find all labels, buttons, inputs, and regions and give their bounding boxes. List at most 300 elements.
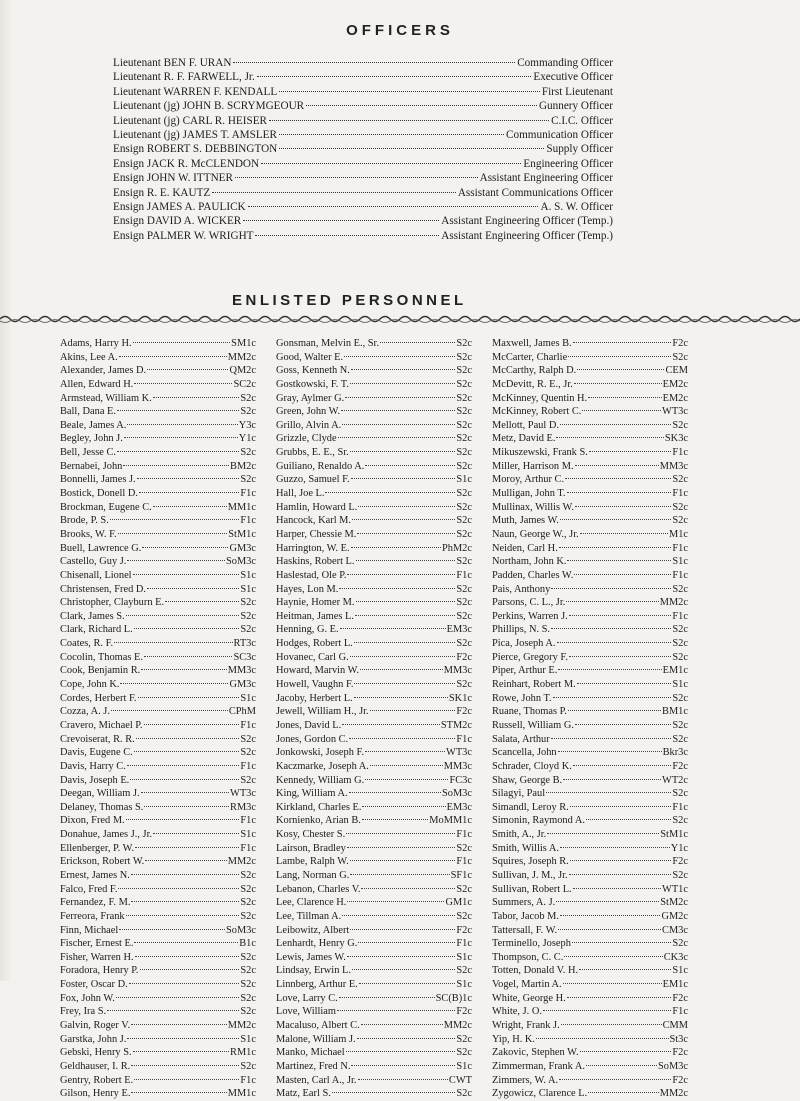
sailor-rate: WT3c [446, 747, 472, 759]
sailor-rate: S2c [456, 910, 472, 922]
sailor-name: Pierce, Gregory F. [492, 651, 568, 663]
enlisted-row [492, 1005, 688, 1019]
dot-leader [577, 683, 672, 684]
sailor-rate: EM2c [662, 392, 688, 404]
dot-leader [565, 478, 671, 479]
sailor-name: Henning, G. E. [276, 624, 339, 636]
enlisted-row [492, 719, 688, 733]
enlisted-row [276, 869, 472, 883]
dot-leader [351, 547, 441, 548]
dot-leader [347, 901, 444, 902]
officer-name: Ensign PALMER W. WRIGHT [113, 229, 254, 242]
sailor-rate: S2c [240, 869, 256, 881]
sailor-name: Coates, R. F. [60, 638, 114, 650]
dot-leader [130, 779, 239, 780]
sailor-rate: QM2c [229, 365, 256, 377]
enlisted-row [276, 337, 472, 351]
sailor-name: Neiden, Carl H. [492, 542, 558, 554]
dot-leader [579, 969, 671, 970]
sailor-rate: S1c [456, 979, 472, 991]
sailor-name: Summers, A. J. [492, 897, 556, 909]
sailor-rate: F1c [672, 1006, 688, 1018]
enlisted-row [276, 637, 472, 651]
sailor-name: Leibowitz, Albert [276, 924, 350, 936]
sailor-rate: S1c [240, 583, 256, 595]
sailor-name: Delaney, Thomas S. [60, 801, 144, 813]
enlisted-row [276, 774, 472, 788]
sailor-name: Parsons, C. L., Jr. [492, 597, 566, 609]
enlisted-row [276, 746, 472, 760]
dot-leader [341, 410, 455, 411]
enlisted-row [60, 733, 256, 747]
enlisted-row [492, 1019, 688, 1033]
dot-leader [255, 235, 439, 236]
sailor-rate: WT3c [662, 406, 688, 418]
enlisted-row [276, 828, 472, 842]
enlisted-row [60, 337, 256, 351]
enlisted-row [492, 814, 688, 828]
sailor-name: Donahue, James J., Jr. [60, 829, 153, 841]
sailor-rate: RM1c [230, 1047, 256, 1059]
sailor-name: Tattersall, F. W. [492, 924, 558, 936]
sailor-name: Zakovic, Stephen W. [492, 1047, 579, 1059]
sailor-name: McDevitt, R. E., Jr. [492, 378, 573, 390]
sailor-rate: S2c [456, 501, 472, 513]
dot-leader [133, 342, 231, 343]
sailor-rate: S1c [240, 1033, 256, 1045]
sailor-rate: S1c [456, 1060, 472, 1072]
dot-leader [147, 369, 228, 370]
dot-leader [589, 451, 672, 452]
dot-leader [569, 615, 672, 616]
sailor-name: Haskins, Robert L. [276, 556, 355, 568]
sailor-rate: S2c [240, 965, 256, 977]
officer-duty: Assistant Communications Officer [457, 186, 613, 199]
dot-leader [153, 397, 240, 398]
sailor-rate: MM2c [227, 351, 256, 363]
enlisted-row [60, 705, 256, 719]
sailor-rate: StM1c [228, 528, 256, 540]
enlisted-row [60, 869, 256, 883]
enlisted-row [276, 460, 472, 474]
enlisted-row [492, 1060, 688, 1074]
sailor-name: Fisher, Warren H. [60, 951, 134, 963]
dot-leader [588, 1092, 658, 1093]
enlisted-row [492, 392, 688, 406]
sailor-rate: EM3c [446, 624, 472, 636]
enlisted-row [276, 692, 472, 706]
enlisted-row [492, 733, 688, 747]
sailor-name: Bonnelli, James J. [60, 474, 136, 486]
enlisted-row [492, 760, 688, 774]
sailor-name: Metz, David E. [492, 433, 556, 445]
sailor-name: Lee, Clarence H. [276, 897, 347, 909]
dot-leader [127, 1038, 239, 1039]
sailor-rate: MM2c [227, 1020, 256, 1032]
sailor-name: Terminello, Joseph [492, 938, 571, 950]
sailor-name: Lebanon, Charles V. [276, 883, 361, 895]
sailor-rate: S1c [240, 692, 256, 704]
enlisted-row [492, 514, 688, 528]
enlisted-row [60, 746, 256, 760]
dot-leader [352, 969, 455, 970]
enlisted-row [492, 596, 688, 610]
dot-leader [569, 656, 671, 657]
dot-leader [356, 601, 456, 602]
sailor-name: Thompson, C. C. [492, 951, 564, 963]
sailor-rate: F1c [456, 829, 472, 841]
dot-leader [129, 983, 240, 984]
officers-list [113, 56, 613, 243]
dot-leader [347, 847, 456, 848]
enlisted-row [492, 896, 688, 910]
officer-name: Lieutenant WARREN F. KENDALL [113, 85, 278, 98]
dot-leader [575, 465, 659, 466]
dot-leader [124, 437, 238, 438]
sailor-rate: S2c [240, 992, 256, 1004]
sailor-rate: S2c [240, 951, 256, 963]
sailor-name: Lang, Norman G. [276, 869, 350, 881]
dot-leader [349, 738, 455, 739]
sailor-name: Haslestad, Ole P. [276, 569, 347, 581]
dot-leader [126, 915, 240, 916]
enlisted-row [492, 528, 688, 542]
sailor-rate: M1c [668, 528, 688, 540]
sailor-rate: MM2c [227, 856, 256, 868]
sailor-name: Simandl, Leroy R. [492, 801, 569, 813]
officer-name: Ensign JOHN W. ITTNER [113, 172, 233, 185]
enlisted-row [492, 378, 688, 392]
enlisted-row [60, 610, 256, 624]
sailor-name: Moroy, Arthur C. [492, 474, 565, 486]
dot-leader [561, 1024, 662, 1025]
enlisted-row [276, 596, 472, 610]
sailor-rate: SC3c [233, 651, 256, 663]
sailor-rate: F1c [672, 488, 688, 500]
enlisted-row [276, 896, 472, 910]
sailor-rate: S2c [456, 365, 472, 377]
enlisted-row [492, 364, 688, 378]
dot-leader [354, 683, 455, 684]
officer-name: Ensign ROBERT S. DEBBINGTON [113, 143, 278, 156]
sailor-name: Love, William [276, 1006, 336, 1018]
sailor-name: Haynie, Homer M. [276, 597, 355, 609]
sailor-name: Salata, Arthur [492, 733, 550, 745]
sailor-rate: S2c [672, 624, 688, 636]
dot-leader [339, 997, 435, 998]
sailor-name: Wright, Frank J. [492, 1020, 560, 1032]
officer-name: Lieutenant R. F. FARWELL, Jr. [113, 71, 255, 84]
dot-leader [580, 533, 668, 534]
dot-leader [558, 669, 661, 670]
sailor-name: Begley, John J. [60, 433, 123, 445]
sailor-rate: F1c [456, 733, 472, 745]
sailor-rate: S2c [456, 338, 472, 349]
dot-leader [574, 574, 671, 575]
sailor-rate: S2c [672, 788, 688, 800]
enlisted-row [60, 896, 256, 910]
enlisted-column-2 [276, 337, 472, 1101]
dot-leader [356, 560, 456, 561]
enlisted-row [60, 501, 256, 515]
dot-leader [135, 847, 239, 848]
sailor-name: Miller, Harrison M. [492, 460, 574, 472]
sailor-rate: BM1c [662, 706, 688, 718]
enlisted-row [60, 992, 256, 1006]
sailor-rate: MM3c [443, 760, 472, 772]
enlisted-row [60, 637, 256, 651]
sailor-name: Falco, Fred F. [60, 883, 118, 895]
enlisted-row [276, 528, 472, 542]
sailor-rate: STM2c [440, 719, 472, 731]
dot-leader [153, 833, 239, 834]
dot-leader [568, 710, 661, 711]
sailor-rate: S2c [672, 474, 688, 486]
sailor-name: Ruane, Thomas P. [492, 706, 567, 718]
dot-leader [566, 601, 658, 602]
dot-leader [573, 342, 672, 343]
sailor-rate: S2c [240, 447, 256, 459]
sailor-rate: S2c [456, 378, 472, 390]
dot-leader [127, 424, 237, 425]
sailor-name: Matz, Earl S. [276, 1088, 331, 1100]
dot-leader [235, 177, 478, 178]
dot-leader [233, 62, 515, 63]
sailor-name: Allen, Edward H. [60, 378, 134, 390]
sailor-rate: S2c [456, 419, 472, 431]
sailor-name: Masten, Carl A., Jr. [276, 1074, 357, 1086]
enlisted-row [60, 855, 256, 869]
enlisted-row [60, 405, 256, 419]
sailor-rate: S2c [456, 597, 472, 609]
sailor-rate: S2c [240, 883, 256, 895]
dot-leader [582, 410, 661, 411]
sailor-name: Fox, John W. [60, 992, 115, 1004]
officer-row [113, 229, 613, 243]
enlisted-row [276, 651, 472, 665]
enlisted-row [276, 542, 472, 556]
sailor-rate: St3c [669, 1033, 688, 1045]
sailor-name: Guzzo, Samuel F. [276, 474, 350, 486]
dot-leader [279, 134, 504, 135]
enlisted-row [60, 692, 256, 706]
sailor-name: Erickson, Robert W. [60, 856, 145, 868]
dot-leader [575, 506, 671, 507]
dot-leader [340, 628, 446, 629]
sailor-name: Cravero, Michael P. [60, 719, 143, 731]
sailor-name: Goss, Kenneth N. [276, 365, 350, 377]
dot-leader [559, 547, 672, 548]
sailor-name: Pica, Joseph A. [492, 638, 556, 650]
sailor-name: Shaw, George B. [492, 774, 563, 786]
sailor-name: Rowe, John T. [492, 692, 552, 704]
dot-leader [131, 874, 240, 875]
sailor-name: Buell, Lawrence G. [60, 542, 142, 554]
sailor-rate: EM3c [446, 801, 472, 813]
sailor-rate: F2c [672, 1047, 688, 1059]
dot-leader [338, 437, 456, 438]
officer-row [113, 157, 613, 171]
enlisted-row [60, 828, 256, 842]
dot-leader [551, 628, 671, 629]
enlisted-row [276, 992, 472, 1006]
sailor-rate: BM2c [230, 460, 256, 472]
enlisted-row [492, 610, 688, 624]
dot-leader [351, 369, 456, 370]
dot-leader [127, 765, 240, 766]
dot-leader [131, 1065, 239, 1066]
dot-leader [546, 792, 671, 793]
dot-leader [269, 120, 549, 121]
sailor-name: Kosy, Chester S. [276, 829, 346, 841]
sailor-rate: GM2c [661, 910, 688, 922]
sailor-name: Perkins, Warren J. [492, 610, 568, 622]
dot-leader [110, 519, 240, 520]
enlisted-row [276, 392, 472, 406]
dot-leader [536, 1038, 669, 1039]
enlisted-row [60, 924, 256, 938]
dot-leader [347, 956, 456, 957]
sailor-rate: F1c [672, 569, 688, 581]
sailor-name: Linnberg, Arthur E. [276, 979, 358, 991]
dot-leader [133, 1051, 229, 1052]
sailor-rate: F2c [456, 1006, 472, 1018]
sailor-name: Lairson, Bradley [276, 842, 346, 854]
sailor-name: Armstead, William K. [60, 392, 152, 404]
enlisted-row [276, 801, 472, 815]
dot-leader [147, 588, 239, 589]
sailor-rate: F2c [456, 651, 472, 663]
dot-leader [306, 105, 537, 106]
officer-row [113, 70, 613, 84]
dot-leader [563, 779, 661, 780]
sailor-rate: S2c [456, 406, 472, 418]
sailor-rate: S2c [672, 869, 688, 881]
enlisted-row [492, 1033, 688, 1047]
sailor-name: Davis, Eugene C. [60, 747, 133, 759]
sailor-rate: CWT [448, 1074, 472, 1086]
dot-leader [551, 738, 672, 739]
enlisted-row [276, 405, 472, 419]
officer-name: Lieutenant (jg) CARL R. HEISER [113, 114, 268, 127]
dot-leader [111, 710, 228, 711]
sailor-name: Hall, Joe L. [276, 488, 325, 500]
dot-leader [342, 724, 440, 725]
enlisted-row [492, 746, 688, 760]
dot-leader [553, 697, 672, 698]
dot-leader [563, 983, 662, 984]
sailor-rate: F1c [672, 447, 688, 459]
dot-leader [349, 792, 441, 793]
dot-leader [107, 1010, 239, 1011]
sailor-name: Deegan, William J. [60, 788, 140, 800]
dot-leader [119, 929, 225, 930]
enlisted-row [60, 555, 256, 569]
sailor-name: Totten, Donald V. H. [492, 965, 579, 977]
enlisted-row [60, 623, 256, 637]
enlisted-column-3 [492, 337, 688, 1101]
officer-row [113, 56, 613, 70]
sailor-rate: CK3c [663, 951, 688, 963]
sailor-name: Yip, H. K. [492, 1033, 536, 1045]
sailor-rate: S2c [672, 419, 688, 431]
sailor-rate: S1c [672, 679, 688, 691]
enlisted-row [492, 555, 688, 569]
sailor-rate: SC(B)1c [435, 992, 472, 1004]
dot-leader [570, 860, 672, 861]
sailor-name: Zimmerman, Frank A. [492, 1060, 585, 1072]
sailor-rate: F1c [240, 1074, 256, 1086]
dot-leader [339, 588, 455, 589]
dot-leader [136, 738, 240, 739]
dot-leader [145, 860, 226, 861]
enlisted-row [60, 1046, 256, 1060]
sailor-rate: WT2c [662, 774, 688, 786]
sailor-name: Finn, Michael [60, 924, 119, 936]
sailor-rate: S2c [456, 883, 472, 895]
sailor-rate: S2c [456, 351, 472, 363]
sailor-rate: S1c [672, 556, 688, 568]
sailor-rate: Bkr3c [662, 747, 688, 759]
enlisted-row [276, 814, 472, 828]
sailor-name: Ball, Dana E. [60, 406, 116, 418]
sailor-name: Gray, Aylmer G. [276, 392, 345, 404]
sailor-rate: S2c [456, 515, 472, 527]
dot-leader [248, 206, 539, 207]
enlisted-row [60, 760, 256, 774]
sailor-name: Lindsay, Erwin L. [276, 965, 351, 977]
enlisted-row [60, 569, 256, 583]
sailor-name: Brooks, W. F. [60, 528, 117, 540]
sailor-name: Padden, Charles W. [492, 569, 574, 581]
sailor-rate: S2c [456, 583, 472, 595]
dot-leader [212, 192, 456, 193]
enlisted-row [492, 487, 688, 501]
dot-leader [357, 1038, 456, 1039]
enlisted-row [276, 883, 472, 897]
enlisted-row [276, 473, 472, 487]
sailor-name: Dixon, Fred M. [60, 815, 125, 827]
dot-leader [560, 519, 671, 520]
dot-leader [543, 1010, 671, 1011]
sailor-rate: MM1c [227, 501, 256, 513]
sailor-rate: S2c [240, 747, 256, 759]
enlisted-row [60, 842, 256, 856]
sailor-rate: S2c [240, 474, 256, 486]
sailor-rate: F1c [672, 542, 688, 554]
sailor-name: Jacoby, Herbert L. [276, 692, 353, 704]
sailor-name: Castello, Guy J. [60, 556, 127, 568]
sailor-name: Malone, William J. [276, 1033, 356, 1045]
sailor-rate: S2c [456, 433, 472, 445]
sailor-name: Sullivan, J. M., Jr. [492, 869, 568, 881]
sailor-name: Piper, Arthur E. [492, 665, 558, 677]
sailor-rate: S2c [672, 651, 688, 663]
sailor-name: Foradora, Henry P. [60, 965, 139, 977]
dot-leader [131, 1092, 226, 1093]
dot-leader [347, 574, 455, 575]
enlisted-row [276, 924, 472, 938]
dot-leader [123, 465, 229, 466]
dot-leader [138, 697, 240, 698]
enlisted-row [276, 569, 472, 583]
sailor-name: Lee, Tillman A. [276, 910, 342, 922]
enlisted-row [276, 855, 472, 869]
sailor-name: Beale, James A. [60, 419, 127, 431]
dot-leader [337, 1010, 455, 1011]
dot-leader [350, 874, 449, 875]
enlisted-row [276, 487, 472, 501]
